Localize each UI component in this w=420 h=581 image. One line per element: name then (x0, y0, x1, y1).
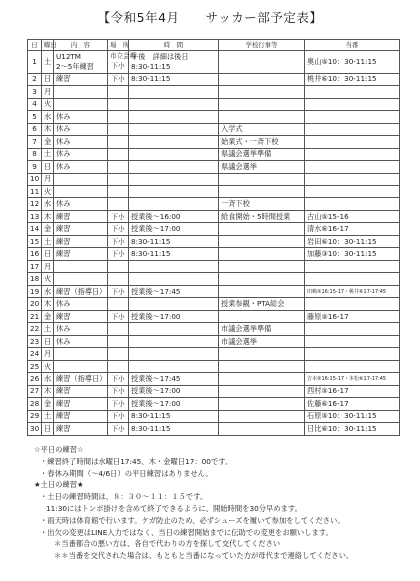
time-cell (129, 136, 219, 148)
note-line: ・出欠の変更はLINE入力ではなく、当日の練習開始までに伝助での変更をお願いします。 (40, 527, 333, 537)
school-event-cell (219, 73, 305, 85)
place-cell (108, 148, 129, 160)
activity-cell: 練習 (54, 73, 108, 85)
activity-cell: 練習 (54, 235, 108, 247)
place-cell (108, 323, 129, 335)
weekday-cell: 月 (42, 348, 54, 360)
day-cell: 9 (28, 161, 42, 173)
time-cell (129, 185, 219, 197)
place-cell (108, 161, 129, 173)
duty-cell (305, 348, 400, 360)
school-event-cell (219, 111, 305, 123)
duty-cell: 石原⑤10：30-11:15 (305, 410, 400, 422)
time-cell (129, 273, 219, 285)
time-cell (129, 298, 219, 310)
school-event-cell (219, 285, 305, 297)
place-cell (108, 198, 129, 210)
time-cell (129, 148, 219, 160)
time-cell (129, 335, 219, 347)
duty-cell (305, 98, 400, 110)
day-cell: 1 (28, 51, 42, 74)
time-cell: 授業後〜16:00 (129, 210, 219, 222)
table-row (28, 173, 400, 185)
weekday-cell: 日 (42, 335, 54, 347)
duty-cell: 奥山⑤10：30-11:15 (305, 51, 400, 74)
table-row (28, 348, 400, 360)
place-cell (108, 173, 129, 185)
table-row (28, 136, 400, 148)
school-event-cell (219, 248, 305, 260)
table-row (28, 285, 400, 297)
place-cell (108, 98, 129, 110)
time-cell (129, 323, 219, 335)
time-cell: 8:30-11:15 (129, 235, 219, 247)
table-row (28, 198, 400, 210)
time-cell (129, 161, 219, 173)
place-cell: 下小 (108, 373, 129, 385)
activity-cell: 練習 (54, 410, 108, 422)
activity-cell (54, 173, 108, 185)
time-cell (129, 348, 219, 360)
time-cell (129, 260, 219, 272)
day-cell: 12 (28, 198, 42, 210)
school-event-cell (219, 260, 305, 272)
note-line: ・土日の練習時間は、８：３０〜１１：１５です。 (40, 492, 208, 502)
duty-cell (305, 173, 400, 185)
activity-cell: 練習（指導日） (54, 373, 108, 385)
time-cell: 8:30-11:15 (129, 73, 219, 85)
header-time: 時 間 (129, 40, 219, 51)
day-cell: 18 (28, 273, 42, 285)
place-cell (108, 348, 129, 360)
weekday-cell: 火 (42, 98, 54, 110)
duty-cell (305, 148, 400, 160)
schedule-table (27, 39, 400, 436)
duty-cell: 清水⑥16-17 (305, 223, 400, 235)
place-cell: 下小 (108, 223, 129, 235)
table-row (28, 335, 400, 347)
school-event-cell (219, 51, 305, 74)
duty-cell (305, 298, 400, 310)
day-cell: 29 (28, 410, 42, 422)
header-duty: 当番 (305, 40, 400, 51)
table-row (28, 360, 400, 372)
weekday-cell: 土 (42, 323, 54, 335)
school-event-cell: 一斉下校 (219, 198, 305, 210)
weekday-cell: 土 (42, 148, 54, 160)
table-header-row (28, 40, 400, 51)
header-school-events: 学校行事等 (219, 40, 305, 51)
activity-cell: 休み (54, 298, 108, 310)
weekday-cell: 金 (42, 398, 54, 410)
school-event-cell: 県議会選挙 (219, 161, 305, 173)
weekday-cell: 土 (42, 235, 54, 247)
day-cell: 21 (28, 310, 42, 322)
table-row (28, 185, 400, 197)
day-cell: 14 (28, 223, 42, 235)
weekday-cell: 月 (42, 173, 54, 185)
activity-cell (54, 273, 108, 285)
table-row (28, 111, 400, 123)
day-cell: 7 (28, 136, 42, 148)
day-cell: 24 (28, 348, 42, 360)
school-event-cell (219, 398, 305, 410)
table-row (28, 423, 400, 436)
duty-cell: 岩田⑥10：30-11:15 (305, 235, 400, 247)
table-row (28, 248, 400, 260)
note-line: ＊＊当番を交代された場合は、もともと当番になっていた方が母代まで連絡してください。 (54, 551, 354, 561)
school-event-cell: 入学式 (219, 123, 305, 135)
weekday-cell: 木 (42, 298, 54, 310)
school-event-cell (219, 185, 305, 197)
weekday-cell: 日 (42, 423, 54, 436)
table-row (28, 398, 400, 410)
notes-section (34, 444, 404, 562)
activity-cell: U12TM 2〜5年練習 (54, 51, 108, 74)
place-cell: 下小 (108, 385, 129, 397)
duty-cell: 佐藤⑥16-17 (305, 398, 400, 410)
duty-cell: 古山⑤15-16 (305, 210, 400, 222)
activity-cell: 練習 (54, 248, 108, 260)
table-row (28, 148, 400, 160)
duty-cell: 藤原⑤16-17 (305, 310, 400, 322)
weekday-cell: 木 (42, 123, 54, 135)
time-cell (129, 173, 219, 185)
weekday-cell: 月 (42, 260, 54, 272)
day-cell: 17 (28, 260, 42, 272)
school-event-cell (219, 360, 305, 372)
note-line: 11:30にはトンボ掛けを含めて終了できるように、開始時間を30分早めます。 (46, 503, 302, 513)
activity-cell: 休み (54, 161, 108, 173)
school-event-cell: 始業式・一斉下校 (219, 136, 305, 148)
duty-cell: 日比⑥10：30-11:15 (305, 423, 400, 436)
day-cell: 28 (28, 398, 42, 410)
weekday-cell: 金 (42, 310, 54, 322)
header-weekday: 曜日 (42, 40, 54, 51)
place-cell (108, 185, 129, 197)
duty-cell (305, 273, 400, 285)
weekday-cell: 火 (42, 360, 54, 372)
weekday-cell: 木 (42, 210, 54, 222)
duty-cell (305, 198, 400, 210)
time-cell: 8:30-11:15 (129, 423, 219, 436)
weekday-cell: 日 (42, 248, 54, 260)
weekday-cell: 土 (42, 410, 54, 422)
table-row (28, 73, 400, 85)
time-cell: 8:30-11:15 (129, 410, 219, 422)
weekday-practice-heading: ☆平日の練習☆ (34, 445, 84, 454)
place-cell: 市立会場 下小 (108, 51, 129, 74)
table-row (28, 235, 400, 247)
note-line: ・練習終了時間は水曜日17:45、木・金曜日17：00です。 (40, 456, 233, 466)
note-line: ・春休み期間（〜4/6日）の平日練習はありません。 (40, 468, 213, 478)
weekday-cell: 水 (42, 373, 54, 385)
table-row (28, 123, 400, 135)
school-event-cell (219, 235, 305, 247)
activity-cell: 休み (54, 323, 108, 335)
duty-cell: 加藤③10：30-11:15 (305, 248, 400, 260)
place-cell (108, 360, 129, 372)
school-event-cell (219, 86, 305, 98)
school-event-cell: 授業参観・PTA総会 (219, 298, 305, 310)
place-cell: 下小 (108, 210, 129, 222)
duty-cell: 西村⑤16-17 (305, 385, 400, 397)
duty-cell (305, 123, 400, 135)
activity-cell: 練習 (54, 223, 108, 235)
time-cell: 授業後〜17:00 (129, 223, 219, 235)
day-cell: 22 (28, 323, 42, 335)
place-cell: 下小 (108, 410, 129, 422)
time-cell: 授業後〜17:00 (129, 310, 219, 322)
duty-cell (305, 323, 400, 335)
table-row (28, 98, 400, 110)
school-event-cell: 県議会選挙準備 (219, 148, 305, 160)
day-cell: 23 (28, 335, 42, 347)
weekday-cell: 火 (42, 185, 54, 197)
weekday-cell: 水 (42, 198, 54, 210)
day-cell: 11 (28, 185, 42, 197)
school-event-cell (219, 348, 305, 360)
weekday-cell: 水 (42, 285, 54, 297)
school-event-cell (219, 385, 305, 397)
school-event-cell (219, 98, 305, 110)
weekday-cell: 金 (42, 136, 54, 148)
weekday-cell: 水 (42, 111, 54, 123)
activity-cell: 練習 (54, 423, 108, 436)
duty-cell (305, 86, 400, 98)
time-cell: 授業後〜17:00 (129, 385, 219, 397)
activity-cell: 練習 (54, 210, 108, 222)
activity-cell: 休み (54, 111, 108, 123)
duty-cell (305, 335, 400, 347)
day-cell: 5 (28, 111, 42, 123)
place-cell: 下小 (108, 398, 129, 410)
table-row (28, 223, 400, 235)
school-event-cell (219, 373, 305, 385)
activity-cell (54, 360, 108, 372)
weekday-cell: 火 (42, 273, 54, 285)
day-cell: 10 (28, 173, 42, 185)
note-line: ・雨天時は体育館で行います。ケガ防止のため、必ずシューズを履いて参加をしてください。 (40, 515, 345, 525)
table-row (28, 385, 400, 397)
place-cell (108, 136, 129, 148)
activity-cell: 休み (54, 148, 108, 160)
place-cell (108, 298, 129, 310)
day-cell: 25 (28, 360, 42, 372)
school-event-cell (219, 223, 305, 235)
duty-cell: 桃井⑥10：30-11:15 (305, 73, 400, 85)
weekday-cell: 金 (42, 223, 54, 235)
day-cell: 20 (28, 298, 42, 310)
place-cell: 下小 (108, 73, 129, 85)
time-cell (129, 198, 219, 210)
day-cell: 19 (28, 285, 42, 297)
table-row (28, 298, 400, 310)
header-place: 場 所 (108, 40, 129, 51)
time-cell (129, 360, 219, 372)
duty-cell (305, 111, 400, 123)
school-event-cell (219, 273, 305, 285)
day-cell: 4 (28, 98, 42, 110)
time-cell: 午後 詳細は後日 8:30-11:15 (129, 51, 219, 74)
activity-cell (54, 348, 108, 360)
activity-cell (54, 185, 108, 197)
place-cell (108, 260, 129, 272)
weekday-cell: 日 (42, 73, 54, 85)
place-cell: 下小 (108, 235, 129, 247)
activity-cell (54, 98, 108, 110)
day-cell: 15 (28, 235, 42, 247)
day-cell: 16 (28, 248, 42, 260)
table-row (28, 323, 400, 335)
page-title: 【令和5年4月 サッカー部予定表】 (97, 10, 323, 25)
place-cell (108, 123, 129, 135)
day-cell: 13 (28, 210, 42, 222)
activity-cell: 休み (54, 123, 108, 135)
table-row (28, 161, 400, 173)
table-row (28, 410, 400, 422)
place-cell: 下小 (108, 248, 129, 260)
place-cell (108, 273, 129, 285)
table-row (28, 51, 400, 74)
duty-cell: 吉本⑤16:15-17・本松⑥17-17:45 (305, 373, 400, 385)
activity-cell (54, 86, 108, 98)
time-cell (129, 111, 219, 123)
activity-cell: 休み (54, 335, 108, 347)
weekday-cell: 月 (42, 86, 54, 98)
weekday-cell: 日 (42, 161, 54, 173)
school-event-cell: 市議会選挙準備 (219, 323, 305, 335)
activity-cell: 休み (54, 136, 108, 148)
header-day: 日 (28, 40, 42, 51)
table-row (28, 260, 400, 272)
time-cell: 授業後〜17:00 (129, 398, 219, 410)
day-cell: 30 (28, 423, 42, 436)
day-cell: 27 (28, 385, 42, 397)
time-cell: 8:30-11:15 (129, 248, 219, 260)
day-cell: 2 (28, 73, 42, 85)
school-event-cell (219, 423, 305, 436)
note-line: ＊当番都合の悪い方は、各自で代わりの方を探して交代してください (54, 539, 281, 549)
day-cell: 26 (28, 373, 42, 385)
time-cell: 授業後〜17:45 (129, 373, 219, 385)
activity-cell: 練習 (54, 398, 108, 410)
duty-cell: 田嶋⑤16:15-17・桃井⑥17-17:45 (305, 285, 400, 297)
table-row (28, 86, 400, 98)
table-row (28, 310, 400, 322)
place-cell: 下小 (108, 423, 129, 436)
duty-cell (305, 136, 400, 148)
activity-cell: 練習 (54, 385, 108, 397)
place-cell: 下小 (108, 285, 129, 297)
table-row (28, 210, 400, 222)
weekday-cell: 土 (42, 51, 54, 74)
header-activity: 内 容 (54, 40, 108, 51)
day-cell: 6 (28, 123, 42, 135)
school-event-cell (219, 173, 305, 185)
activity-cell: 練習（指導日） (54, 285, 108, 297)
duty-cell (305, 260, 400, 272)
table-row (28, 373, 400, 385)
time-cell (129, 123, 219, 135)
place-cell (108, 335, 129, 347)
place-cell: 下小 (108, 310, 129, 322)
time-cell (129, 98, 219, 110)
school-event-cell: 給食開始・5時間授業 (219, 210, 305, 222)
school-event-cell (219, 310, 305, 322)
day-cell: 8 (28, 148, 42, 160)
weekday-cell: 木 (42, 385, 54, 397)
place-cell (108, 86, 129, 98)
activity-cell: 練習 (54, 310, 108, 322)
school-event-cell: 市議会選挙 (219, 335, 305, 347)
day-cell: 3 (28, 86, 42, 98)
time-cell: 授業後〜17:45 (129, 285, 219, 297)
duty-cell (305, 185, 400, 197)
activity-cell: 休み (54, 198, 108, 210)
school-event-cell (219, 410, 305, 422)
time-cell (129, 86, 219, 98)
duty-cell (305, 360, 400, 372)
table-row (28, 273, 400, 285)
weekend-practice-heading: ★土日の練習★ (34, 480, 84, 490)
duty-cell (305, 161, 400, 173)
activity-cell (54, 260, 108, 272)
place-cell (108, 111, 129, 123)
